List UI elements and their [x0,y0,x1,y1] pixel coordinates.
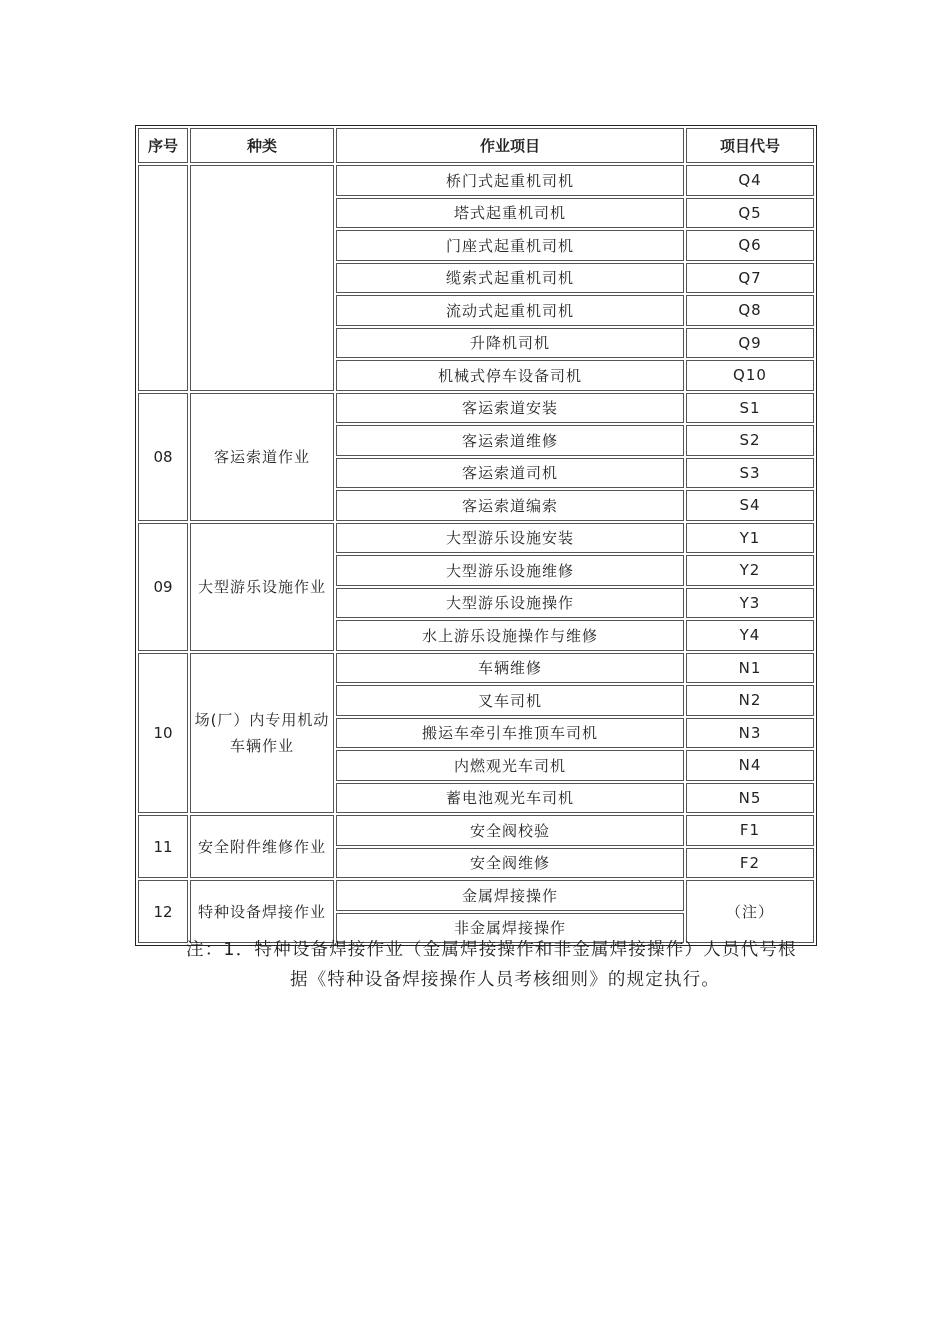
footnote-line-1: 注：1．特种设备焊接作业（金属焊接操作和非金属焊接操作）人员代号根 [186,940,797,960]
job-item-name: 客运索道司机 [336,458,684,489]
job-item-code: Q5 [686,198,814,229]
table-row [138,165,814,196]
job-item-name: 水上游乐设施操作与维修 [336,620,684,651]
job-item-code: S1 [686,393,814,424]
job-item-name: 升降机司机 [336,328,684,359]
job-item-name: 蓄电池观光车司机 [336,783,684,814]
job-item-name: 客运索道安装 [336,393,684,424]
job-item-code: Q10 [686,360,814,391]
job-item-name: 大型游乐设施操作 [336,588,684,619]
footnote-line-2: 据《特种设备焊接操作人员考核细则》的规定执行。 [290,970,721,990]
group-category: 场(厂）内专用机动车辆作业 [190,653,334,814]
job-item-name: 金属焊接操作 [336,880,684,911]
job-item-name: 缆索式起重机司机 [336,263,684,294]
job-item-code: Y3 [686,588,814,619]
job-item-name: 搬运车牵引车推顶车司机 [336,718,684,749]
header-no: 序号 [138,128,188,163]
group-category: 客运索道作业 [190,393,334,521]
job-item-code: F2 [686,848,814,879]
job-items-table [135,125,817,946]
header-item: 作业项目 [336,128,684,163]
group-number: 08 [138,393,188,521]
job-item-code: Y2 [686,555,814,586]
group-number: 09 [138,523,188,651]
table-row [138,523,814,554]
header-category: 种类 [190,128,334,163]
job-item-code: Y4 [686,620,814,651]
group-number: 10 [138,653,188,814]
job-item-code: Q9 [686,328,814,359]
job-item-code: Y1 [686,523,814,554]
job-item-name: 桥门式起重机司机 [336,165,684,196]
job-item-code: N1 [686,653,814,684]
group-category: 大型游乐设施作业 [190,523,334,651]
group-number [138,165,188,391]
job-item-code: S4 [686,490,814,521]
job-item-name: 大型游乐设施维修 [336,555,684,586]
table-row [138,393,814,424]
job-item-name: 门座式起重机司机 [336,230,684,261]
job-item-name: 客运索道维修 [336,425,684,456]
job-item-name: 安全阀维修 [336,848,684,879]
job-item-code: Q7 [686,263,814,294]
group-category: 安全附件维修作业 [190,815,334,878]
job-item-name: 流动式起重机司机 [336,295,684,326]
job-item-code: N3 [686,718,814,749]
job-item-name: 车辆维修 [336,653,684,684]
job-item-code: Q4 [686,165,814,196]
table-row [138,815,814,846]
group-category: 特种设备焊接作业 [190,880,334,943]
table-row [138,653,814,684]
header-code: 项目代号 [686,128,814,163]
group-category [190,165,334,391]
job-item-name: 安全阀校验 [336,815,684,846]
job-item-code: S2 [686,425,814,456]
job-item-code: F1 [686,815,814,846]
job-item-name: 客运索道编索 [336,490,684,521]
job-item-code: （注） [686,880,814,943]
job-item-name: 塔式起重机司机 [336,198,684,229]
job-item-name: 非金属焊接操作 [336,913,684,944]
job-item-code: Q8 [686,295,814,326]
job-item-code: Q6 [686,230,814,261]
job-item-name: 大型游乐设施安装 [336,523,684,554]
footnote [186,935,826,995]
job-item-name: 叉车司机 [336,685,684,716]
job-item-name: 内燃观光车司机 [336,750,684,781]
header-row [138,128,814,163]
job-item-code: N4 [686,750,814,781]
job-item-code: N2 [686,685,814,716]
job-item-name: 机械式停车设备司机 [336,360,684,391]
job-item-code: N5 [686,783,814,814]
table-row [138,880,814,911]
table-body [138,165,814,943]
job-item-code: S3 [686,458,814,489]
group-number: 12 [138,880,188,943]
group-number: 11 [138,815,188,878]
